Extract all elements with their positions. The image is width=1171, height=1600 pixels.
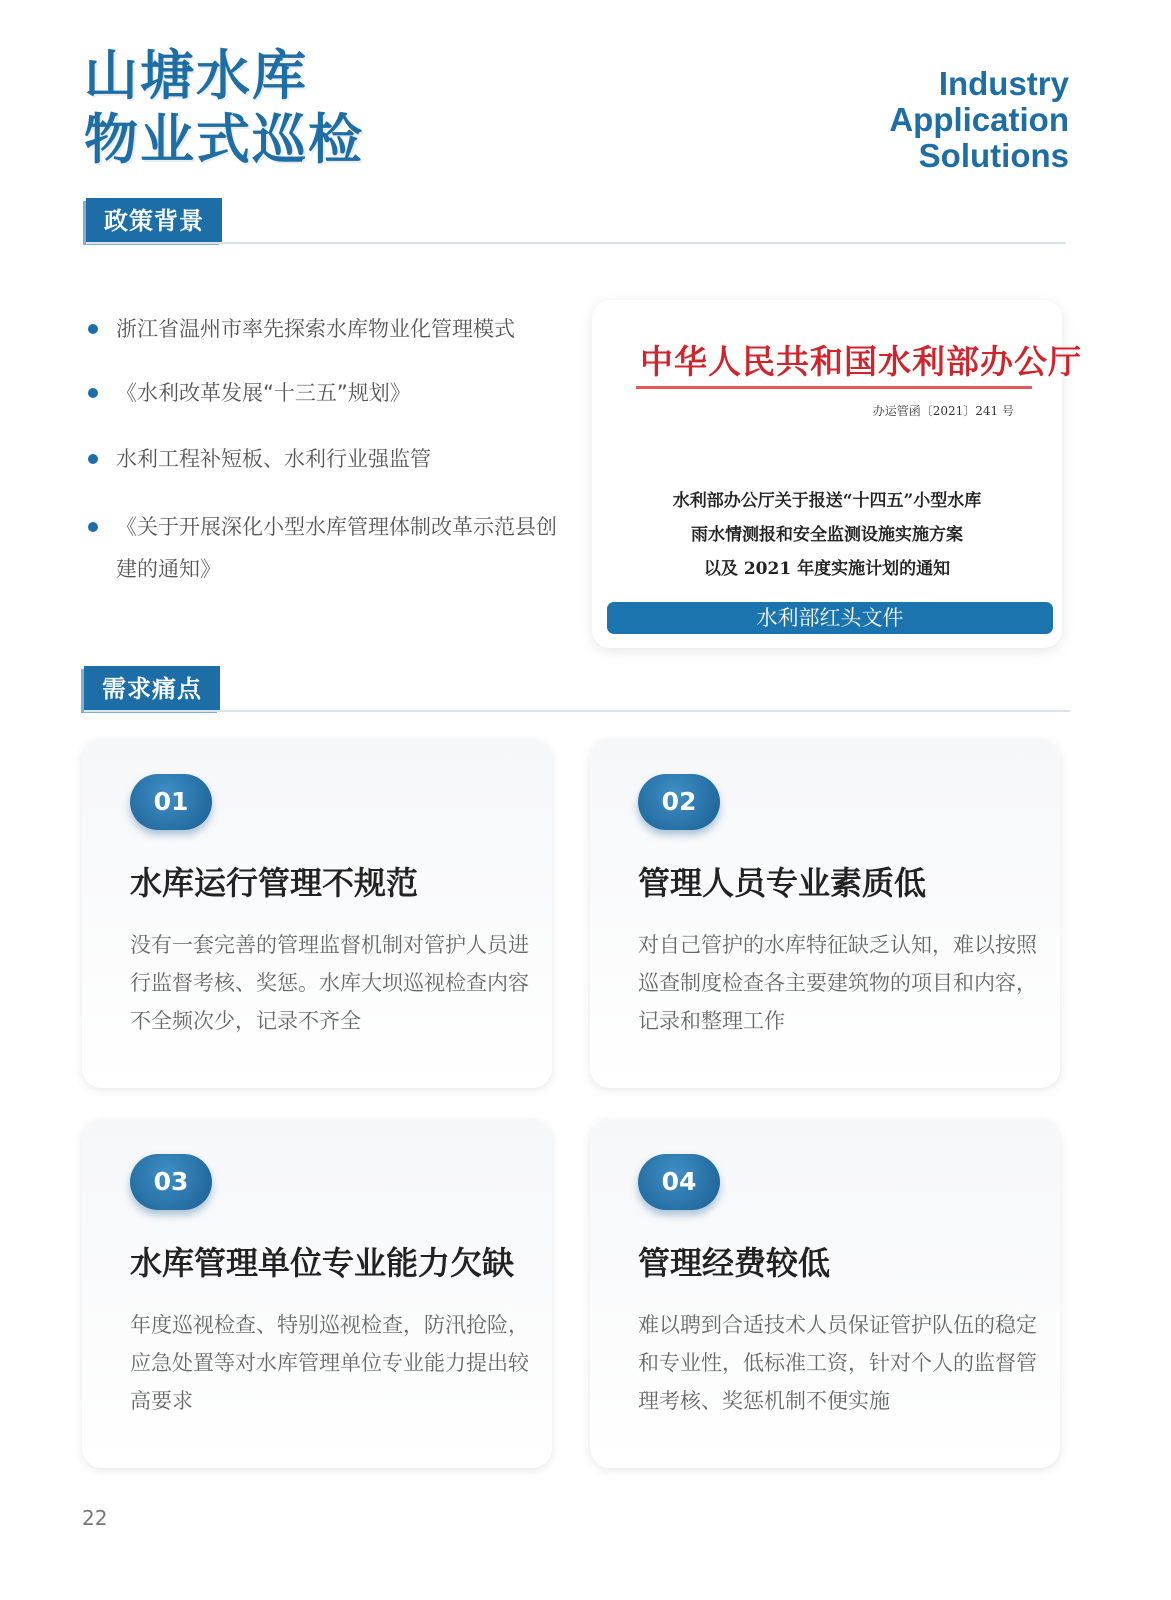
card-title: 水库管理单位专业能力欠缺	[130, 1244, 515, 1282]
policy-bullet-text: 浙江省温州市率先探索水库物业化管理模式	[116, 317, 515, 341]
policy-bullet	[88, 438, 558, 480]
tagline-line-1: Industry	[938, 65, 1069, 102]
number-badge: 02	[638, 774, 720, 830]
bullet-dot-icon	[88, 324, 98, 334]
card-description: 对自己管护的水库特征缺乏认知，难以按照巡查制度检查各主要建筑物的项目和内容，记录和整理工作	[638, 933, 1037, 1033]
pain-section-tab: 需求痛点	[84, 666, 220, 710]
document-header: 中华人民共和国水利部办公厅	[640, 342, 1082, 381]
pain-point-card-4	[590, 1120, 1060, 1468]
number-badge: 01	[130, 774, 212, 830]
card-description: 难以聘到合适技术人员保证管护队伍的稳定和专业性，低标准工资，针对个人的监督管理考核、奖惩机制不便实施	[638, 1313, 1037, 1413]
document-subject-line: 雨水情测报和安全监测设施实施方案	[691, 525, 963, 545]
bullet-dot-icon	[88, 454, 98, 464]
policy-section-divider	[86, 242, 1066, 244]
policy-bullet	[88, 372, 558, 414]
policy-bullet-text: 水利工程补短板、水利行业强监管	[116, 447, 431, 471]
red-header-document-card	[592, 300, 1082, 648]
page-number: 22	[82, 1506, 108, 1530]
industry-tagline	[889, 66, 1069, 174]
tagline-line-3: Solutions	[918, 137, 1069, 174]
policy-section-tab: 政策背景	[86, 198, 222, 242]
bullet-dot-icon	[88, 522, 98, 532]
document-number: 办运管函〔2021〕241 号	[872, 404, 1014, 418]
tagline-line-2: Application	[889, 101, 1069, 138]
card-title: 管理人员专业素质低	[638, 864, 927, 902]
policy-bullet	[88, 308, 558, 350]
number-badge: 03	[130, 1154, 212, 1210]
policy-bullet-list	[88, 308, 558, 590]
document-caption: 水利部红头文件	[607, 602, 1053, 634]
pain-point-card-3	[82, 1120, 552, 1468]
card-description: 年度巡视检查、特别巡视检查，防汛抢险，应急处置等对水库管理单位专业能力提出较高要求	[130, 1313, 529, 1413]
policy-bullet	[88, 506, 558, 590]
card-description: 没有一套完善的管理监督机制对管护人员进行监督考核、奖惩。水库大坝巡视检查内容不全频次少，记录不齐全	[130, 933, 529, 1033]
document-subject-line: 以及 2021 年度实施计划的通知	[703, 559, 951, 579]
bullet-dot-icon	[88, 388, 98, 398]
document-subject-line: 水利部办公厅关于报送“十四五”小型水库	[672, 491, 982, 511]
number-badge: 04	[638, 1154, 720, 1210]
pain-section-divider	[84, 710, 1070, 712]
pain-point-card-1	[82, 740, 552, 1088]
title-line-2: 物业式巡检	[84, 108, 364, 171]
policy-bullet-text: 《水利改革发展“十三五”规划》	[116, 381, 411, 405]
page-title	[84, 44, 364, 172]
document-red-line	[636, 386, 1032, 389]
pain-point-card-2	[590, 740, 1060, 1088]
document-subject	[622, 484, 1032, 586]
title-line-1: 山塘水库	[84, 44, 308, 107]
card-title: 水库运行管理不规范	[130, 864, 419, 902]
card-title: 管理经费较低	[638, 1244, 831, 1282]
policy-bullet-text: 《关于开展深化小型水库管理体制改革示范县创建的通知》	[116, 515, 557, 581]
